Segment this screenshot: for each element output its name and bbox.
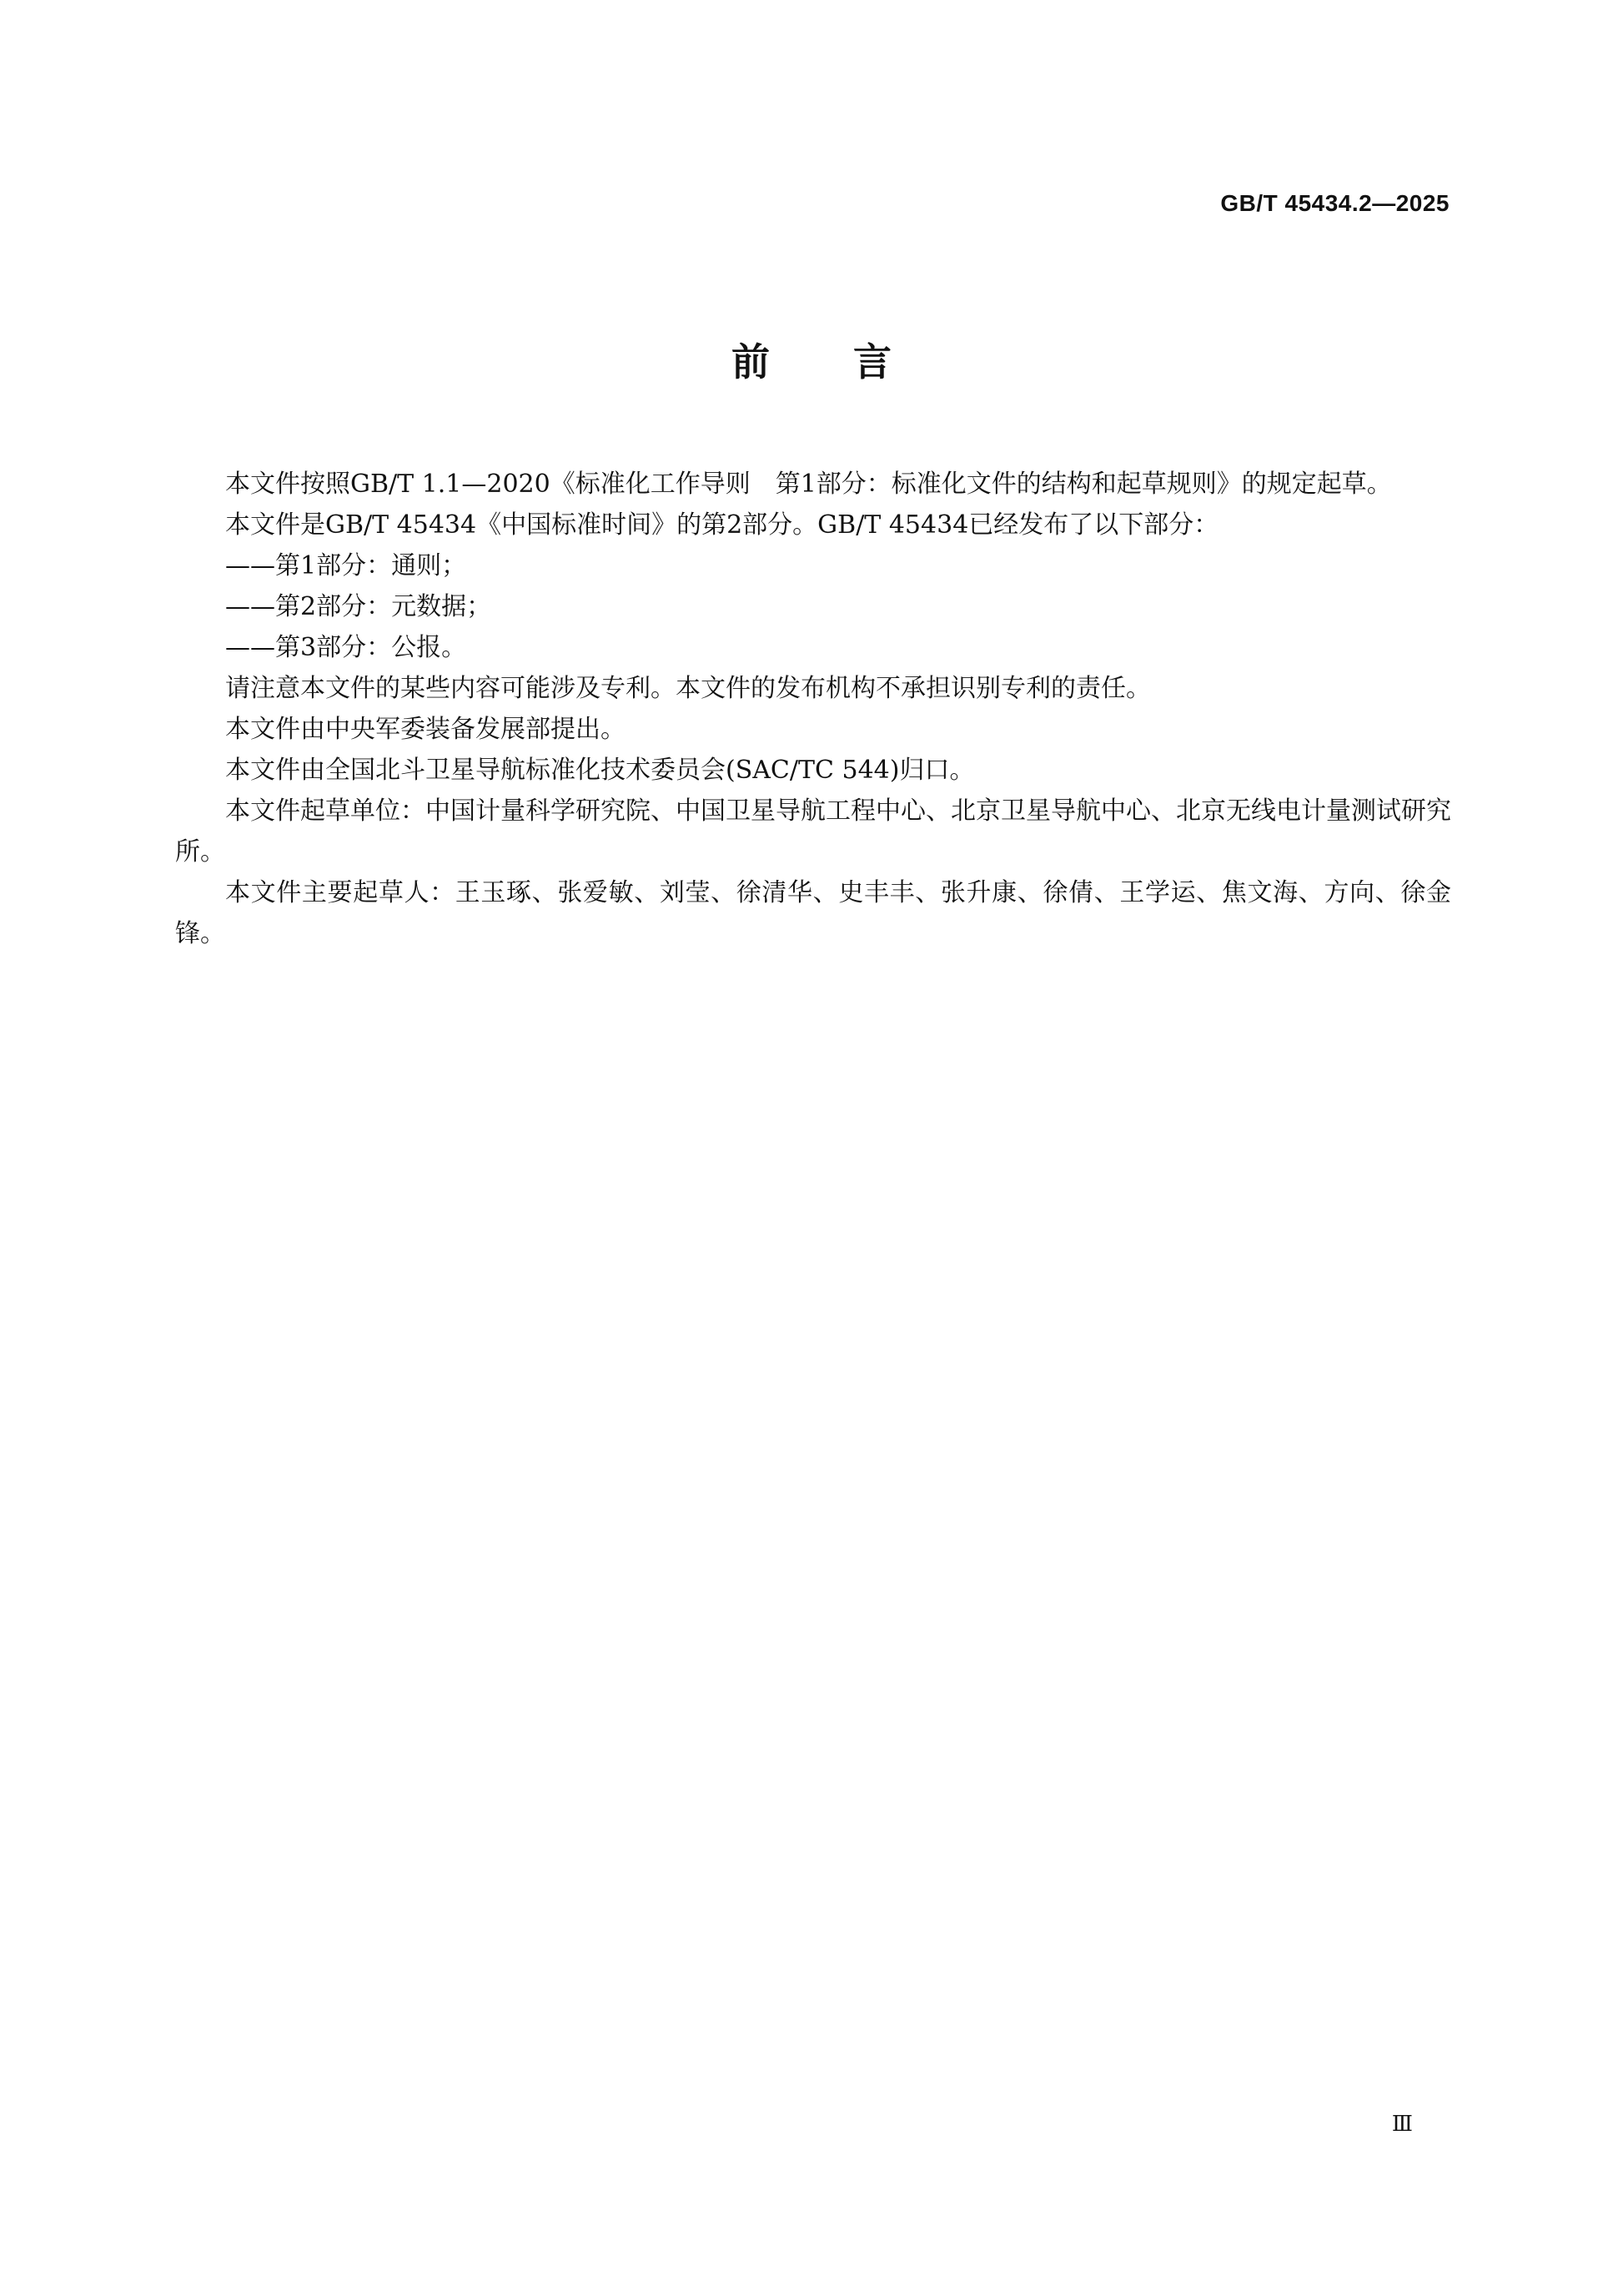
foreword-body bbox=[175, 464, 1451, 954]
paragraph-patent-notice: 请注意本文件的某些内容可能涉及专利。本文件的发布机构不承担识别专利的责任。 bbox=[225, 674, 1151, 703]
paragraph-series-info: 本文件是GB/T 45434《中国标准时间》的第2部分。GB/T 45434已经发布了以下部分： bbox=[225, 510, 1219, 540]
paragraph-technical-committee: 本文件由全国北斗卫星导航标准化技术委员会(SAC/TC 544)归口。 bbox=[225, 756, 975, 785]
list-item-part-2: ——第2部分：元数据； bbox=[225, 592, 492, 621]
paragraph-drafting-basis: 本文件按照GB/T 1.1—2020《标准化工作导则 第1部分：标准化文件的结构和起草规则》的规定起草。 bbox=[225, 470, 1392, 499]
paragraph-drafting-units: 本文件起草单位：中国计量科学研究院、中国卫星导航工程中心、北京卫星导航中心、北京无线电计量测试研究所。 bbox=[175, 796, 1451, 867]
list-item-part-3: ——第3部分：公报。 bbox=[225, 633, 467, 662]
list-item-part-1: ——第1部分：通则； bbox=[225, 551, 467, 580]
page-title: 前言 bbox=[731, 339, 975, 384]
page-number: Ⅲ bbox=[1391, 2112, 1413, 2137]
standard-number: GB/T 45434.2—2025 bbox=[1220, 190, 1450, 216]
paragraph-proposer: 本文件由中央军委装备发展部提出。 bbox=[225, 715, 626, 744]
paragraph-drafters: 本文件主要起草人：王玉琢、张爱敏、刘莹、徐清华、史丰丰、张升康、徐倩、王学运、焦文海、方向、徐金锋。 bbox=[175, 878, 1451, 948]
parts-list bbox=[175, 545, 1451, 668]
